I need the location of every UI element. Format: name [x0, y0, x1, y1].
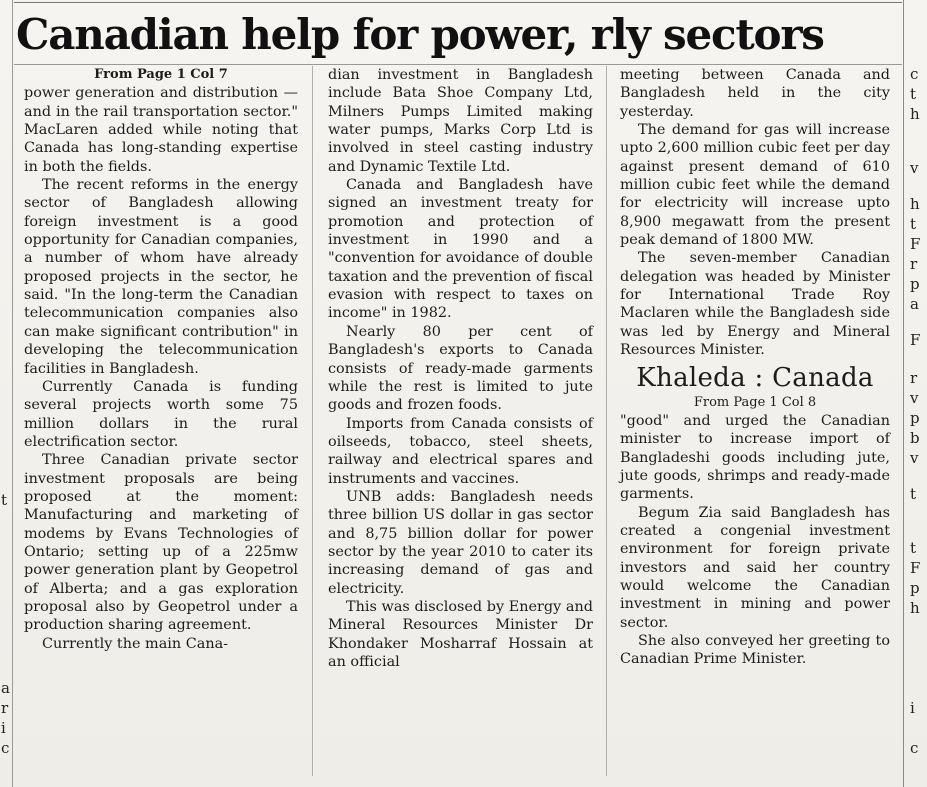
right-fragment: h: [910, 599, 920, 617]
headline-rule: [14, 64, 902, 65]
right-fragment: b: [910, 429, 920, 447]
sidebar-dateline: From Page 1 Col 8: [693, 394, 817, 410]
continuation-dateline: From Page 1 Col 7: [94, 67, 228, 82]
sidebar-headline: Khaleda : Canada: [636, 362, 874, 393]
right-fragment: p: [910, 275, 920, 293]
right-fragment: r: [910, 369, 918, 387]
paragraph: Imports from Canada consists of oilseeds, tobacco, steel sheets, railway and electrical spares and instruments and vaccines.: [328, 415, 593, 487]
article-column-1: [24, 66, 298, 653]
paragraph: Canada and Bangladesh have signed an investment treaty for promotion and protection of investment in 1990 and a "convention for avoidance of double taxation and the prevention of fiscal evasion with respect to taxes on income" in 1982.: [328, 177, 593, 322]
right-fragment: i: [910, 699, 915, 717]
right-fragment: h: [910, 195, 920, 213]
paragraph: meeting between Canada and Bangladesh held in the city yesterday.: [620, 67, 890, 120]
paragraph: Begum Zia said Bangladesh has created a congenial investment environment for foreign private investors and said her country would welcome the Canadian investment in mining and power sector.: [620, 504, 890, 631]
paragraph: power generation and distribution — and in the rail transportation sector." MacLaren added while noting that Canada has long-standing expertise in both the fields.: [24, 85, 298, 175]
left-adjacent-column: [0, 0, 13, 787]
paragraph: The seven-member Canadian delegation was headed by Minister for International Trade Roy Maclaren while the Bangladesh side was led by Energy and Mineral Resources Minister.: [620, 250, 890, 359]
right-adjacent-column: [903, 0, 927, 787]
right-fragment: r: [910, 255, 918, 273]
left-fragment: r: [1, 699, 9, 717]
right-fragment: p: [910, 409, 920, 427]
right-fragment: p: [910, 579, 920, 597]
paragraph: She also conveyed her greeting to Canadian Prime Minister.: [620, 632, 890, 668]
right-fragment: F: [910, 559, 921, 577]
right-fragment: t: [910, 485, 917, 503]
right-fragment: c: [910, 739, 919, 757]
right-fragment: t: [910, 85, 917, 103]
paragraph: Nearly 80 per cent of Bangladesh's exports to Canada consists of ready-made garments while the rest is limited to jute goods and frozen foods.: [328, 323, 593, 414]
column-divider: [606, 66, 607, 776]
column-divider: [312, 66, 313, 776]
paragraph: dian investment in Bangladesh include Bata Shoe Company Ltd, Milners Pumps Limited making water pumps, Marks Corp Ltd is involved in steel casting industry and Dynamic Textile Ltd.: [328, 67, 593, 175]
right-fragment: t: [910, 215, 917, 233]
right-fragment: v: [910, 389, 919, 407]
paragraph: Currently Canada is funding several projects worth some 75 million dollars in the rural electrification sector.: [24, 378, 298, 450]
article-column-3: [620, 66, 890, 669]
paragraph: UNB adds: Bangladesh needs three billion US dollar in gas sector and 8,75 billion dollar for power sector by the year 2010 to cater its increasing demand of gas and electricity.: [328, 488, 593, 597]
right-fragment: c: [910, 65, 919, 83]
left-fragment: t: [1, 491, 8, 509]
paragraph: The demand for gas will increase upto 2,600 million cubic feet per day against present demand of 610 million cubic feet while the demand for electricity will increase upto 8,900 megawatt from the present peak demand of 1800 MW.: [620, 122, 890, 249]
left-fragment: i: [1, 719, 6, 737]
right-fragment: t: [910, 539, 917, 557]
right-fragment: a: [910, 295, 919, 313]
left-fragment: a: [1, 679, 10, 697]
right-fragment: h: [910, 105, 920, 123]
paragraph: "good" and urged the Canadian minister to increase import of Bangladeshi goods including jute, jute goods, shrimps and ready-made garments.: [620, 412, 890, 503]
paragraph: Currently the main Cana-: [42, 635, 229, 652]
right-fragment: v: [910, 449, 919, 467]
paragraph: This was disclosed by Energy and Mineral Resources Minister Dr Khondaker Mosharraf Hossain at an official: [328, 598, 593, 670]
paragraph: Three Canadian private sector investment proposals are being proposed at the moment: Manufacturing and marketing of modems by Evans Technologies of Ontario; setting up of a 225mw power generation plant by Geopetrol of Alberta; and a gas exploration proposal also by Geopetrol under a production sharing agreement.: [24, 452, 298, 634]
left-fragment: c: [1, 739, 10, 757]
right-fragment: v: [910, 159, 919, 177]
article-column-2: [328, 66, 593, 671]
top-rule: [14, 2, 902, 3]
paragraph: The recent reforms in the energy sector of Bangladesh allowing foreign investment is a good opportunity for Canadian companies, a number of whom have already proposed projects in the sector, he said. "In the long-term the Canadian telecommunication companies also can make significant contribution" in developing the telecommunication facilities in Bangladesh.: [24, 177, 298, 377]
right-fragment: F: [910, 235, 921, 253]
article-headline: Canadian help for power, rly sectors: [16, 10, 824, 59]
right-fragment: F: [910, 331, 921, 349]
